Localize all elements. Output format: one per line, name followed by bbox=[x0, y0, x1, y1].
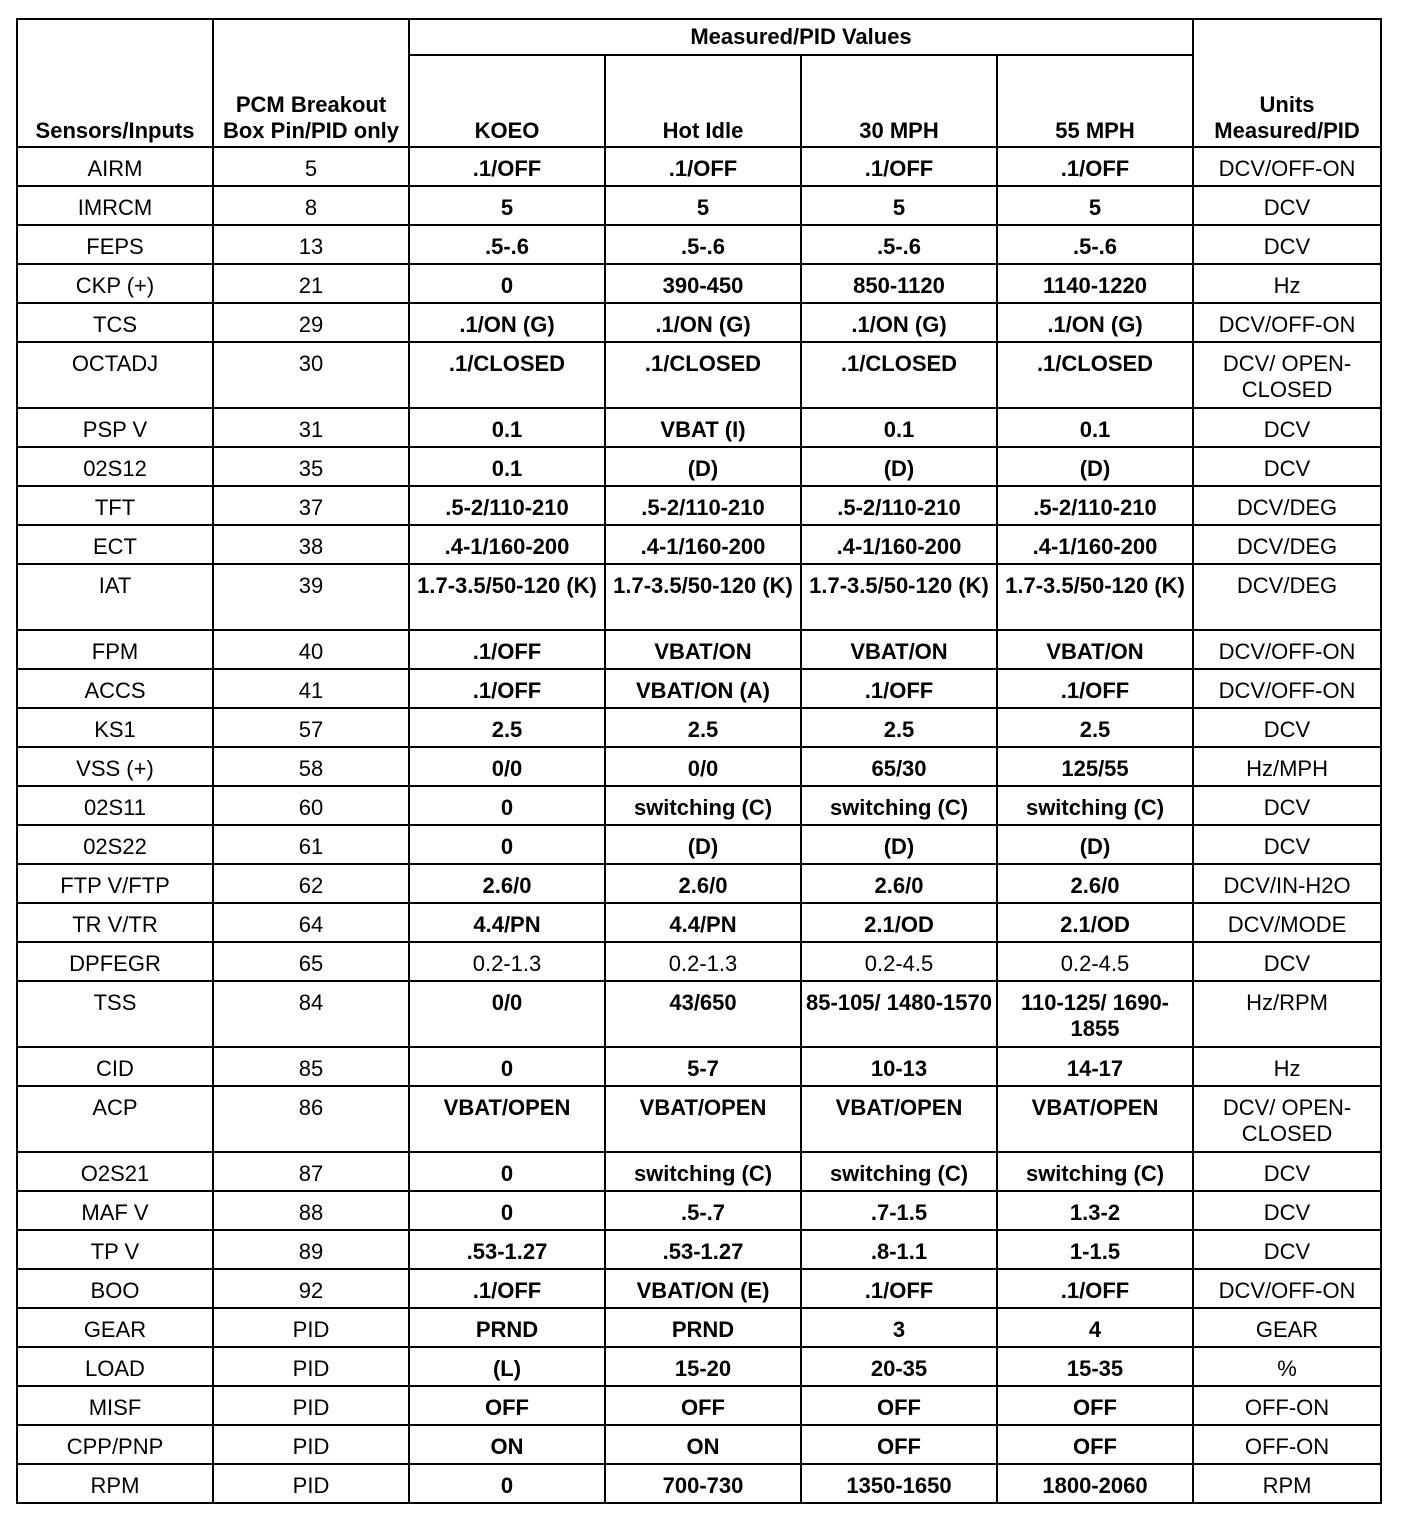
units-cell: DCV/MODE bbox=[1193, 903, 1381, 942]
pin-cell: 35 bbox=[213, 447, 409, 486]
mph-55-cell: 2.5 bbox=[997, 708, 1193, 747]
table-row bbox=[17, 942, 1381, 981]
mph-55-cell: 14-17 bbox=[997, 1047, 1193, 1086]
pin-cell: 37 bbox=[213, 486, 409, 525]
koeo-cell: ON bbox=[409, 1425, 605, 1464]
pin-cell: 41 bbox=[213, 669, 409, 708]
hot-idle-cell: 1.7-3.5/50-120 (K) bbox=[605, 564, 801, 630]
table-row bbox=[17, 1464, 1381, 1503]
koeo-cell: .1/OFF bbox=[409, 630, 605, 669]
mph-30-cell: .1/OFF bbox=[801, 1269, 997, 1308]
units-cell: Hz/MPH bbox=[1193, 747, 1381, 786]
sensor-values-table bbox=[16, 18, 1382, 1504]
hot-idle-cell: 5 bbox=[605, 186, 801, 225]
koeo-cell: 0 bbox=[409, 1191, 605, 1230]
units-cell: DCV/ OPEN-CLOSED bbox=[1193, 342, 1381, 408]
mph-30-cell: 0.1 bbox=[801, 408, 997, 447]
units-cell: DCV/DEG bbox=[1193, 525, 1381, 564]
koeo-cell: 2.5 bbox=[409, 708, 605, 747]
hot-idle-cell: 390-450 bbox=[605, 264, 801, 303]
table-row bbox=[17, 747, 1381, 786]
mph-30-cell: 10-13 bbox=[801, 1047, 997, 1086]
header-koeo: KOEO bbox=[409, 55, 605, 147]
hot-idle-cell: VBAT/OPEN bbox=[605, 1086, 801, 1152]
table-row bbox=[17, 1230, 1381, 1269]
units-cell: DCV bbox=[1193, 1230, 1381, 1269]
mph-55-cell: 15-35 bbox=[997, 1347, 1193, 1386]
mph-55-cell: VBAT/OPEN bbox=[997, 1086, 1193, 1152]
hot-idle-cell: switching (C) bbox=[605, 786, 801, 825]
sensor-cell: FEPS bbox=[17, 225, 213, 264]
table-row bbox=[17, 981, 1381, 1047]
table-row bbox=[17, 264, 1381, 303]
table-row bbox=[17, 186, 1381, 225]
mph-30-cell: VBAT/ON bbox=[801, 630, 997, 669]
table-row bbox=[17, 630, 1381, 669]
table-row bbox=[17, 1086, 1381, 1152]
table-row bbox=[17, 225, 1381, 264]
table-row bbox=[17, 1308, 1381, 1347]
koeo-cell: 0/0 bbox=[409, 981, 605, 1047]
sensor-cell: 02S11 bbox=[17, 786, 213, 825]
pin-cell: 64 bbox=[213, 903, 409, 942]
koeo-cell: 0 bbox=[409, 825, 605, 864]
koeo-cell: .5-.6 bbox=[409, 225, 605, 264]
mph-55-cell: 1.7-3.5/50-120 (K) bbox=[997, 564, 1193, 630]
units-cell: OFF-ON bbox=[1193, 1386, 1381, 1425]
mph-55-cell: 1140-1220 bbox=[997, 264, 1193, 303]
mph-55-cell: 0.1 bbox=[997, 408, 1193, 447]
header-sensors: Sensors/Inputs bbox=[17, 19, 213, 147]
table-row bbox=[17, 786, 1381, 825]
table-row bbox=[17, 303, 1381, 342]
sensor-cell: TR V/TR bbox=[17, 903, 213, 942]
pin-cell: 21 bbox=[213, 264, 409, 303]
mph-55-cell: 2.1/OD bbox=[997, 903, 1193, 942]
sensor-cell: ACP bbox=[17, 1086, 213, 1152]
mph-55-cell: 0.2-4.5 bbox=[997, 942, 1193, 981]
table-row bbox=[17, 1047, 1381, 1086]
koeo-cell: .1/OFF bbox=[409, 669, 605, 708]
mph-30-cell: VBAT/OPEN bbox=[801, 1086, 997, 1152]
mph-30-cell: OFF bbox=[801, 1386, 997, 1425]
mph-30-cell: OFF bbox=[801, 1425, 997, 1464]
sensor-cell: TCS bbox=[17, 303, 213, 342]
pin-cell: 60 bbox=[213, 786, 409, 825]
sensor-cell: TFT bbox=[17, 486, 213, 525]
koeo-cell: .1/OFF bbox=[409, 147, 605, 186]
table-row bbox=[17, 1386, 1381, 1425]
pin-cell: 87 bbox=[213, 1152, 409, 1191]
units-cell: GEAR bbox=[1193, 1308, 1381, 1347]
units-cell: RPM bbox=[1193, 1464, 1381, 1503]
table-row bbox=[17, 1152, 1381, 1191]
units-cell: DCV bbox=[1193, 1191, 1381, 1230]
mph-55-cell: 125/55 bbox=[997, 747, 1193, 786]
units-cell: DCV bbox=[1193, 447, 1381, 486]
hot-idle-cell: .1/CLOSED bbox=[605, 342, 801, 408]
pin-cell: 5 bbox=[213, 147, 409, 186]
hot-idle-cell: 0.2-1.3 bbox=[605, 942, 801, 981]
table-row bbox=[17, 447, 1381, 486]
pin-cell: 86 bbox=[213, 1086, 409, 1152]
sensor-cell: FPM bbox=[17, 630, 213, 669]
units-cell: DCV/OFF-ON bbox=[1193, 147, 1381, 186]
table-row bbox=[17, 486, 1381, 525]
hot-idle-cell: (D) bbox=[605, 825, 801, 864]
mph-30-cell: switching (C) bbox=[801, 1152, 997, 1191]
units-cell: DCV/OFF-ON bbox=[1193, 630, 1381, 669]
mph-55-cell: switching (C) bbox=[997, 1152, 1193, 1191]
units-cell: DCV bbox=[1193, 825, 1381, 864]
sensor-cell: ACCS bbox=[17, 669, 213, 708]
koeo-cell: 2.6/0 bbox=[409, 864, 605, 903]
mph-55-cell: 1-1.5 bbox=[997, 1230, 1193, 1269]
pin-cell: 8 bbox=[213, 186, 409, 225]
sensor-cell: MISF bbox=[17, 1386, 213, 1425]
table-row bbox=[17, 342, 1381, 408]
mph-30-cell: 2.5 bbox=[801, 708, 997, 747]
mph-55-cell: 1.3-2 bbox=[997, 1191, 1193, 1230]
pin-cell: PID bbox=[213, 1347, 409, 1386]
mph-30-cell: .5-2/110-210 bbox=[801, 486, 997, 525]
pin-cell: 89 bbox=[213, 1230, 409, 1269]
table-row bbox=[17, 1347, 1381, 1386]
sensor-cell: FTP V/FTP bbox=[17, 864, 213, 903]
hot-idle-cell: 43/650 bbox=[605, 981, 801, 1047]
koeo-cell: 0 bbox=[409, 1464, 605, 1503]
hot-idle-cell: VBAT (I) bbox=[605, 408, 801, 447]
sensor-cell: O2S21 bbox=[17, 1152, 213, 1191]
table-row bbox=[17, 864, 1381, 903]
units-cell: DCV/ OPEN-CLOSED bbox=[1193, 1086, 1381, 1152]
pin-cell: 39 bbox=[213, 564, 409, 630]
sensor-cell: OCTADJ bbox=[17, 342, 213, 408]
koeo-cell: (L) bbox=[409, 1347, 605, 1386]
units-cell: DCV bbox=[1193, 786, 1381, 825]
sensor-cell: PSP V bbox=[17, 408, 213, 447]
units-cell: DCV bbox=[1193, 225, 1381, 264]
units-cell: % bbox=[1193, 1347, 1381, 1386]
header-55-mph: 55 MPH bbox=[997, 55, 1193, 147]
pin-cell: PID bbox=[213, 1386, 409, 1425]
pin-cell: 92 bbox=[213, 1269, 409, 1308]
mph-55-cell: switching (C) bbox=[997, 786, 1193, 825]
table-row bbox=[17, 525, 1381, 564]
units-cell: Hz bbox=[1193, 1047, 1381, 1086]
table-row bbox=[17, 408, 1381, 447]
mph-55-cell: .1/CLOSED bbox=[997, 342, 1193, 408]
mph-30-cell: 2.6/0 bbox=[801, 864, 997, 903]
mph-55-cell: .4-1/160-200 bbox=[997, 525, 1193, 564]
koeo-cell: .4-1/160-200 bbox=[409, 525, 605, 564]
koeo-cell: 0/0 bbox=[409, 747, 605, 786]
pin-cell: 30 bbox=[213, 342, 409, 408]
mph-55-cell: .5-2/110-210 bbox=[997, 486, 1193, 525]
koeo-cell: 0 bbox=[409, 1047, 605, 1086]
sensor-cell: TP V bbox=[17, 1230, 213, 1269]
mph-30-cell: .1/OFF bbox=[801, 147, 997, 186]
mph-55-cell: 2.6/0 bbox=[997, 864, 1193, 903]
mph-30-cell: 1350-1650 bbox=[801, 1464, 997, 1503]
pin-cell: 84 bbox=[213, 981, 409, 1047]
sensor-cell: AIRM bbox=[17, 147, 213, 186]
sensor-cell: DPFEGR bbox=[17, 942, 213, 981]
mph-30-cell: switching (C) bbox=[801, 786, 997, 825]
mph-30-cell: 20-35 bbox=[801, 1347, 997, 1386]
koeo-cell: 4.4/PN bbox=[409, 903, 605, 942]
hot-idle-cell: 2.5 bbox=[605, 708, 801, 747]
hot-idle-cell: .5-.6 bbox=[605, 225, 801, 264]
mph-30-cell: 850-1120 bbox=[801, 264, 997, 303]
hot-idle-cell: 15-20 bbox=[605, 1347, 801, 1386]
table-body bbox=[17, 147, 1381, 1503]
mph-55-cell: .1/OFF bbox=[997, 669, 1193, 708]
koeo-cell: .1/ON (G) bbox=[409, 303, 605, 342]
koeo-cell: 0 bbox=[409, 264, 605, 303]
header-pcm-breakout: PCM Breakout Box Pin/PID only bbox=[213, 19, 409, 147]
mph-55-cell: .1/OFF bbox=[997, 147, 1193, 186]
koeo-cell: 0 bbox=[409, 786, 605, 825]
pin-cell: 58 bbox=[213, 747, 409, 786]
units-cell: DCV/DEG bbox=[1193, 486, 1381, 525]
sensor-cell: LOAD bbox=[17, 1347, 213, 1386]
sensor-cell: KS1 bbox=[17, 708, 213, 747]
table-row bbox=[17, 1191, 1381, 1230]
sensor-cell: BOO bbox=[17, 1269, 213, 1308]
sensor-cell: 02S22 bbox=[17, 825, 213, 864]
hot-idle-cell: ON bbox=[605, 1425, 801, 1464]
pin-cell: PID bbox=[213, 1308, 409, 1347]
hot-idle-cell: VBAT/ON bbox=[605, 630, 801, 669]
table-row bbox=[17, 903, 1381, 942]
sensor-cell: ECT bbox=[17, 525, 213, 564]
mph-55-cell: .1/ON (G) bbox=[997, 303, 1193, 342]
table-row bbox=[17, 708, 1381, 747]
mph-55-cell: OFF bbox=[997, 1386, 1193, 1425]
mph-30-cell: 85-105/ 1480-1570 bbox=[801, 981, 997, 1047]
koeo-cell: 5 bbox=[409, 186, 605, 225]
mph-30-cell: 0.2-4.5 bbox=[801, 942, 997, 981]
pin-cell: 38 bbox=[213, 525, 409, 564]
mph-30-cell: .5-.6 bbox=[801, 225, 997, 264]
units-cell: DCV bbox=[1193, 942, 1381, 981]
mph-30-cell: .1/ON (G) bbox=[801, 303, 997, 342]
hot-idle-cell: .5-2/110-210 bbox=[605, 486, 801, 525]
koeo-cell: OFF bbox=[409, 1386, 605, 1425]
sensor-cell: IAT bbox=[17, 564, 213, 630]
pin-cell: 88 bbox=[213, 1191, 409, 1230]
header-units: Units Measured/PID bbox=[1193, 19, 1381, 147]
mph-30-cell: .1/CLOSED bbox=[801, 342, 997, 408]
units-cell: DCV/OFF-ON bbox=[1193, 669, 1381, 708]
pin-cell: 85 bbox=[213, 1047, 409, 1086]
hot-idle-cell: .4-1/160-200 bbox=[605, 525, 801, 564]
hot-idle-cell: 5-7 bbox=[605, 1047, 801, 1086]
hot-idle-cell: VBAT/ON (E) bbox=[605, 1269, 801, 1308]
units-cell: DCV/OFF-ON bbox=[1193, 303, 1381, 342]
pin-cell: 13 bbox=[213, 225, 409, 264]
units-cell: DCV/OFF-ON bbox=[1193, 1269, 1381, 1308]
sensor-cell: TSS bbox=[17, 981, 213, 1047]
koeo-cell: VBAT/OPEN bbox=[409, 1086, 605, 1152]
mph-55-cell: 5 bbox=[997, 186, 1193, 225]
mph-30-cell: 1.7-3.5/50-120 (K) bbox=[801, 564, 997, 630]
pin-cell: 57 bbox=[213, 708, 409, 747]
pin-cell: 31 bbox=[213, 408, 409, 447]
units-cell: DCV bbox=[1193, 408, 1381, 447]
table-row bbox=[17, 1425, 1381, 1464]
hot-idle-cell: PRND bbox=[605, 1308, 801, 1347]
hot-idle-cell: 700-730 bbox=[605, 1464, 801, 1503]
koeo-cell: 0 bbox=[409, 1152, 605, 1191]
pin-cell: 62 bbox=[213, 864, 409, 903]
units-cell: DCV/IN-H2O bbox=[1193, 864, 1381, 903]
sensor-cell: 02S12 bbox=[17, 447, 213, 486]
hot-idle-cell: .53-1.27 bbox=[605, 1230, 801, 1269]
pin-cell: 61 bbox=[213, 825, 409, 864]
mph-55-cell: .1/OFF bbox=[997, 1269, 1193, 1308]
koeo-cell: PRND bbox=[409, 1308, 605, 1347]
sensor-cell: CPP/PNP bbox=[17, 1425, 213, 1464]
pin-cell: 40 bbox=[213, 630, 409, 669]
hot-idle-cell: (D) bbox=[605, 447, 801, 486]
mph-55-cell: 4 bbox=[997, 1308, 1193, 1347]
header-hot-idle: Hot Idle bbox=[605, 55, 801, 147]
units-cell: Hz bbox=[1193, 264, 1381, 303]
pin-cell: PID bbox=[213, 1464, 409, 1503]
koeo-cell: 0.2-1.3 bbox=[409, 942, 605, 981]
sensor-cell: CID bbox=[17, 1047, 213, 1086]
koeo-cell: 1.7-3.5/50-120 (K) bbox=[409, 564, 605, 630]
units-cell: DCV/DEG bbox=[1193, 564, 1381, 630]
units-cell: DCV bbox=[1193, 1152, 1381, 1191]
mph-55-cell: (D) bbox=[997, 825, 1193, 864]
hot-idle-cell: OFF bbox=[605, 1386, 801, 1425]
mph-55-cell: (D) bbox=[997, 447, 1193, 486]
mph-30-cell: 3 bbox=[801, 1308, 997, 1347]
units-cell: DCV bbox=[1193, 708, 1381, 747]
hot-idle-cell: .1/ON (G) bbox=[605, 303, 801, 342]
sensor-cell: GEAR bbox=[17, 1308, 213, 1347]
header-measured-pid-values: Measured/PID Values bbox=[409, 19, 1193, 55]
table-row bbox=[17, 825, 1381, 864]
mph-30-cell: 5 bbox=[801, 186, 997, 225]
pin-cell: 29 bbox=[213, 303, 409, 342]
hot-idle-cell: switching (C) bbox=[605, 1152, 801, 1191]
mph-55-cell: 1800-2060 bbox=[997, 1464, 1193, 1503]
pin-cell: 65 bbox=[213, 942, 409, 981]
hot-idle-cell: VBAT/ON (A) bbox=[605, 669, 801, 708]
mph-55-cell: 110-125/ 1690-1855 bbox=[997, 981, 1193, 1047]
koeo-cell: .1/CLOSED bbox=[409, 342, 605, 408]
sensor-cell: MAF V bbox=[17, 1191, 213, 1230]
table-row bbox=[17, 1269, 1381, 1308]
mph-30-cell: .4-1/160-200 bbox=[801, 525, 997, 564]
table-row bbox=[17, 564, 1381, 630]
units-cell: DCV bbox=[1193, 186, 1381, 225]
sensor-cell: CKP (+) bbox=[17, 264, 213, 303]
mph-30-cell: 2.1/OD bbox=[801, 903, 997, 942]
mph-55-cell: VBAT/ON bbox=[997, 630, 1193, 669]
header-30-mph: 30 MPH bbox=[801, 55, 997, 147]
koeo-cell: 0.1 bbox=[409, 447, 605, 486]
table-row bbox=[17, 147, 1381, 186]
sensor-cell: RPM bbox=[17, 1464, 213, 1503]
mph-30-cell: .1/OFF bbox=[801, 669, 997, 708]
koeo-cell: .53-1.27 bbox=[409, 1230, 605, 1269]
units-cell: Hz/RPM bbox=[1193, 981, 1381, 1047]
hot-idle-cell: 4.4/PN bbox=[605, 903, 801, 942]
koeo-cell: 0.1 bbox=[409, 408, 605, 447]
hot-idle-cell: 2.6/0 bbox=[605, 864, 801, 903]
hot-idle-cell: 0/0 bbox=[605, 747, 801, 786]
mph-30-cell: .8-1.1 bbox=[801, 1230, 997, 1269]
sensor-cell: VSS (+) bbox=[17, 747, 213, 786]
koeo-cell: .1/OFF bbox=[409, 1269, 605, 1308]
mph-30-cell: 65/30 bbox=[801, 747, 997, 786]
koeo-cell: .5-2/110-210 bbox=[409, 486, 605, 525]
units-cell: OFF-ON bbox=[1193, 1425, 1381, 1464]
pin-cell: PID bbox=[213, 1425, 409, 1464]
mph-30-cell: (D) bbox=[801, 825, 997, 864]
mph-55-cell: .5-.6 bbox=[997, 225, 1193, 264]
hot-idle-cell: .5-.7 bbox=[605, 1191, 801, 1230]
sensor-cell: IMRCM bbox=[17, 186, 213, 225]
table-row bbox=[17, 669, 1381, 708]
mph-30-cell: .7-1.5 bbox=[801, 1191, 997, 1230]
table-header bbox=[17, 19, 1381, 147]
mph-30-cell: (D) bbox=[801, 447, 997, 486]
hot-idle-cell: .1/OFF bbox=[605, 147, 801, 186]
mph-55-cell: OFF bbox=[997, 1425, 1193, 1464]
